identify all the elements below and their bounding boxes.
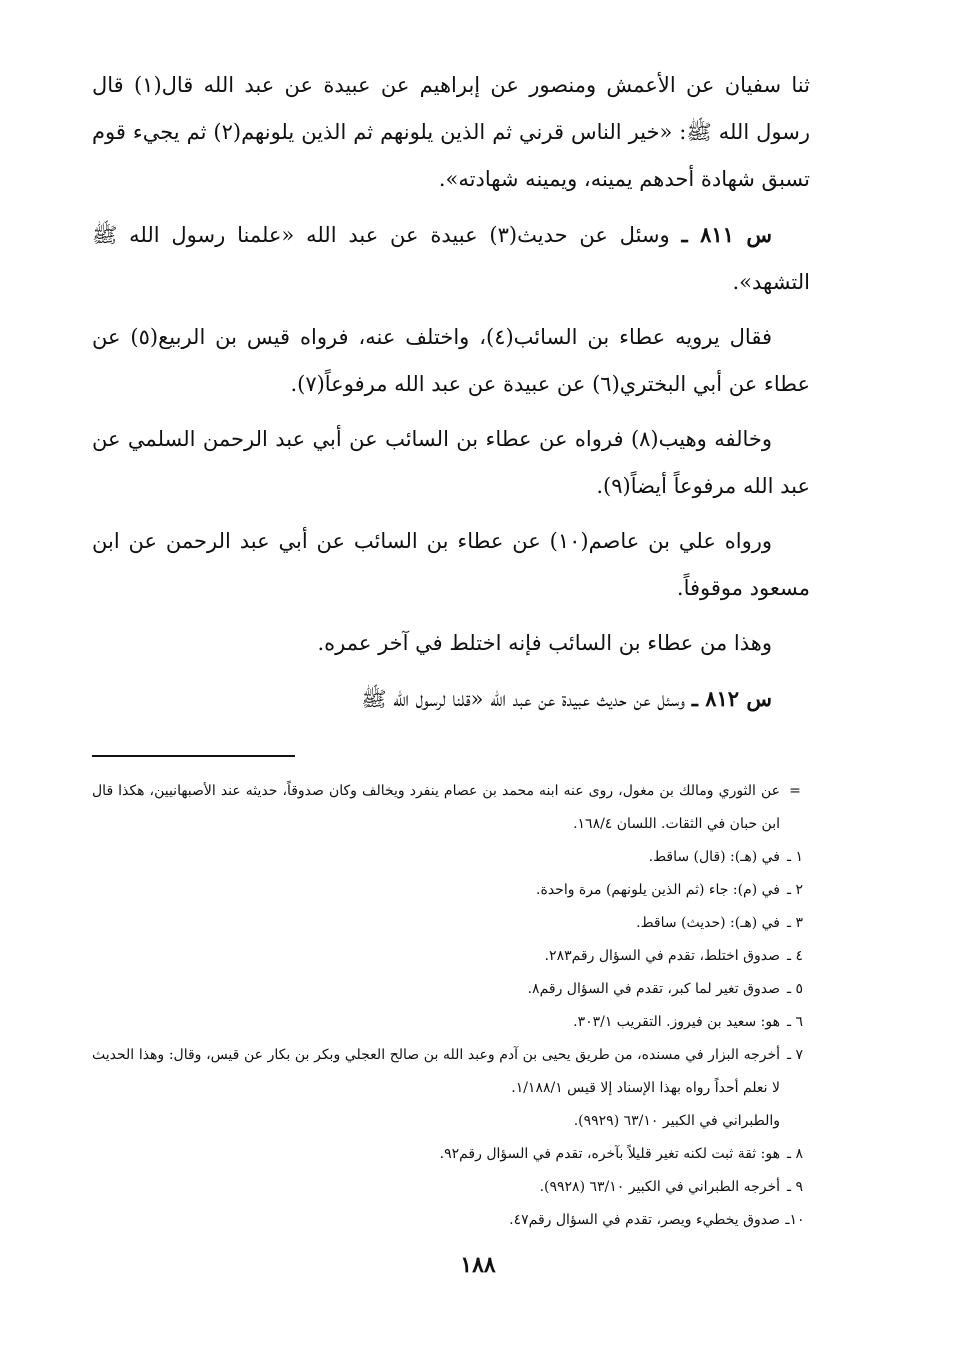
footnote-mark: =	[789, 783, 801, 799]
footnote-9	[92, 1171, 810, 1204]
question-text: وسئل عن حديث(٣) عبيدة عن عبد الله «علمنا رسول الله ﷺ التشهد».	[92, 223, 810, 294]
paragraph-3: وخالفه وهيب(٨) فرواه عن عطاء بن السائب عن أبي عبد الرحمن السلمي عن عبد الله مرفوعاً أيضاً(٩).	[92, 427, 810, 498]
footnote-mark: ٩ ـ	[786, 1179, 804, 1195]
footnote-text: أخرجه البزار في مسنده، من طريق يحيى بن آدم وعبد الله بن صالح العجلي وبكر بن بكار عن قيس، وقال: وهذا الحديث لا نعلم أحداً رواه بهذا الإسناد إلا قيس ١/١٨٨/١.	[92, 1047, 780, 1096]
footnote-mark: ١ ـ	[786, 849, 804, 865]
paragraph-1: ثنا سفيان عن الأعمش ومنصور عن إبراهيم عن عبيدة عن عبد الله قال(١) قال رسول الله ﷺ: «خير الناس قرني ثم الذين يلونهم ثم الذين يلونهم(٢) ثم يجيء قوم تسبق شهادة أحدهم يمينه، ويمينه شهادته».	[92, 73, 810, 191]
page-number: ١٨٨	[460, 1252, 496, 1278]
footnote-text: في (هـ): (قال) ساقط.	[648, 849, 780, 865]
footnote-1	[92, 841, 810, 874]
paragraph-4: ورواه علي بن عاصم(١٠) عن عطاء بن السائب عن أبي عبد الرحمن عن ابن مسعود موقوفاً.	[92, 529, 810, 600]
page-content	[92, 62, 810, 1237]
footnote-8	[92, 1138, 810, 1171]
footnote-continuation	[92, 775, 810, 841]
footnote-mark: ٦ ـ	[786, 1014, 804, 1030]
footnote-4	[92, 940, 810, 973]
footnote-text: والطبراني في الكبير ٦٣/١٠ (٩٩٢٩).	[573, 1113, 780, 1129]
footnote-mark: ٢ ـ	[786, 882, 804, 898]
footnote-text: صدوق تغير لما كبر، تقدم في السؤال رقم٨.	[527, 981, 780, 997]
footnotes	[92, 775, 810, 1237]
footnote-5	[92, 973, 810, 1006]
footnote-text: عن الثوري ومالك بن مغول، روى عنه ابنه محمد بن عصام ينفرد ويخالف وكان صدوقاً، حديثه عند الأصبهانيين، هكذا قال ابن حبان في الثقات. اللسان ١٦٨/٤.	[92, 783, 780, 832]
paragraph-5: وهذا من عطاء بن السائب فإنه اختلط في آخر عمره.	[317, 631, 772, 655]
footnote-mark: ٣ ـ	[786, 915, 804, 931]
question-812	[92, 675, 810, 723]
footnote-10	[92, 1204, 810, 1237]
footnote-3	[92, 907, 810, 940]
footnote-text: هو: ثقة ثبت لكنه تغير قليلاً بآخره، تقدم في السؤال رقم٩٢.	[439, 1146, 780, 1162]
footnote-2	[92, 874, 810, 907]
question-number: س ٨١٢ ـ	[691, 686, 772, 711]
footnote-text: أخرجه الطبراني في الكبير ٦٣/١٠ (٩٩٢٨).	[539, 1179, 780, 1195]
footnote-text: هو: سعيد بن فيروز. التقريب ٣٠٣/١.	[573, 1014, 780, 1030]
footnote-text: صدوق يخطيء ويصر، تقدم في السؤال رقم٤٧.	[509, 1212, 780, 1228]
footnote-mark: ٨ ـ	[786, 1146, 804, 1162]
footnote-7	[92, 1039, 810, 1105]
footnote-mark: ١٠ـ	[785, 1212, 805, 1228]
footnote-6	[92, 1006, 810, 1039]
footnote-mark: ٤ ـ	[786, 948, 804, 964]
footnote-separator	[92, 755, 295, 757]
footnote-text: في (م): جاء (ثم الذين يلونهم) مرة واحدة.	[536, 882, 780, 898]
paragraph-2: فقال يرويه عطاء بن السائب(٤)، واختلف عنه، فرواه قيس بن الربيع(٥) عن عطاء عن أبي البختري(٦) عن عبيدة عن عبد الله مرفوعاً(٧).	[92, 325, 810, 396]
main-text	[92, 62, 810, 723]
footnote-7-continued	[92, 1105, 810, 1138]
question-number: س ٨١١ ـ	[681, 222, 773, 247]
footnote-text: صدوق اختلط، تقدم في السؤال رقم٢٨٣.	[544, 948, 780, 964]
footnote-mark: ٧ ـ	[786, 1047, 804, 1063]
footnote-text: في (هـ): (حديث) ساقط.	[636, 915, 780, 931]
question-811	[92, 211, 810, 306]
question-text: وسئل عن حديث عبيدة عن عبد الله «قلنا لرسول الله ﷺ	[361, 687, 692, 711]
footnote-mark: ٥ ـ	[786, 981, 804, 997]
